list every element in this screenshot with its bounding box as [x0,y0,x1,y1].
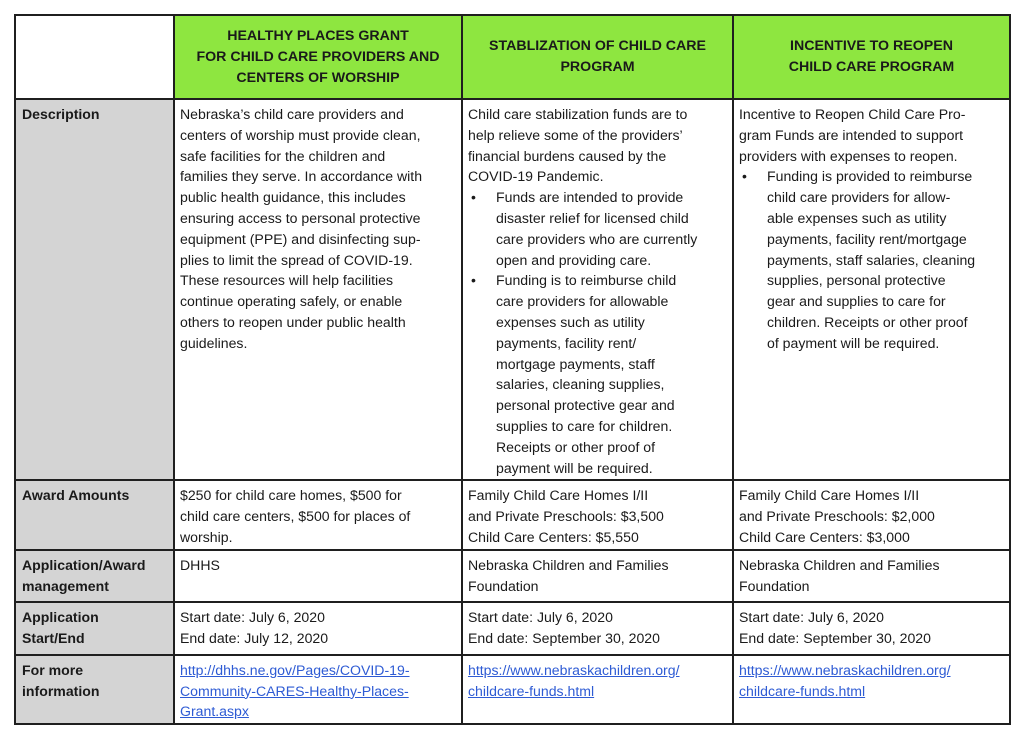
text-line: Start/End [22,629,85,646]
text-line: Grant.aspx [180,703,249,720]
text-line: help relieve some of the providers’ [468,126,683,143]
header-row [15,15,1010,99]
description-row [15,99,1010,480]
text-line: payment will be required. [496,459,653,476]
management-label [15,550,174,602]
text-line: of payment will be required. [767,334,940,351]
text-line: Start date: July 6, 2020 [739,608,884,625]
text-line: CENTERS OF WORSHIP [236,69,400,86]
text-line: Application [22,608,99,625]
text-line: INCENTIVE TO REOPEN [790,38,953,54]
bullet-icon: • [471,189,476,206]
bullet-item [468,187,728,270]
text-line: financial burdens caused by the [468,147,667,164]
text-line: Funds are intended to provide [496,189,684,206]
grant-programs-table [14,14,1011,725]
award-stabilization [462,480,733,549]
text-line: expenses such as utility [496,313,645,330]
description-incentive-bullets [739,166,1005,353]
text-line: End date: July 12, 2020 [180,629,329,646]
text-line: Child Care Centers: $5,550 [468,528,639,545]
more-info-incentive [733,655,1010,724]
text-line: FOR CHILD CARE PROVIDERS AND [196,48,440,65]
award-amounts-row [15,480,1010,549]
bullet-icon: • [471,272,476,289]
text-line: Application/Award [22,556,146,573]
text-line: Nebraska’s child care providers and [180,106,404,122]
text-line: Foundation [468,577,539,594]
text-line: payments, facility rent/ [496,334,637,351]
text-line: child care providers for allow- [767,189,951,206]
text-line: equipment (PPE) and disinfecting sup- [180,230,421,247]
incentive-link[interactable] [739,662,951,699]
text-line: able expenses such as utility [767,209,947,226]
text-line: HEALTHY PLACES GRANT [227,27,409,44]
text-line: salaries, cleaning supplies, [496,376,665,393]
management-healthy-places [174,550,462,602]
text-line: open and providing care. [496,251,652,268]
text-line: childcare-funds.html [739,682,866,699]
text-line: ensuring access to personal protective [180,209,421,226]
text-line: For more [22,661,84,678]
text-line: providers with expenses to reopen. [739,147,958,164]
healthy-places-link[interactable] [180,662,410,720]
text-line: Receipts or other proof of [496,438,656,455]
text-line: supplies to care for children. [496,417,673,434]
text-line: Family Child Care Homes I/II [739,487,920,504]
bullet-item [468,270,728,478]
stabilization-link[interactable] [468,662,680,699]
text-line: others to reopen under public health [180,313,406,330]
more-info-label [15,655,174,724]
text-line: https://www.nebraskachildren.org/ [739,661,951,678]
management-incentive [733,550,1010,602]
text-line: care providers who are currently [496,230,698,247]
text-line: Nebraska Children and Families [468,556,669,573]
award-amounts-label: Award Amounts [15,480,174,549]
dates-label [15,602,174,655]
text-line: End date: September 30, 2020 [739,629,931,646]
text-line: Start date: July 6, 2020 [468,608,613,625]
description-incentive [733,99,1010,480]
text-line: http://dhhs.ne.gov/Pages/COVID-19- [180,661,410,678]
text-line: worship. [180,528,233,545]
text-line: personal protective gear and [496,397,675,414]
description-healthy-places [174,99,462,480]
text-line: and Private Preschools: $2,000 [739,508,935,525]
bullet-item [739,166,1005,353]
text-line: COVID-19 Pandemic. [468,168,604,185]
text-line: End date: September 30, 2020 [468,629,660,646]
text-line: Start date: July 6, 2020 [180,608,325,625]
text-line: payments, facility rent/mortgage [767,230,967,247]
text-line: Foundation [739,577,810,594]
text-line: Incentive to Reopen Child Care Pro- [739,106,966,122]
text-line: Community-CARES-Healthy-Places- [180,682,409,699]
text-line: supplies, personal protective [767,272,946,289]
text-line: families they serve. In accordance with [180,168,423,185]
corner-cell [15,15,174,99]
dates-incentive [733,602,1010,655]
text-line: disaster relief for licensed child [496,209,689,226]
text-line: https://www.nebraskachildren.org/ [468,661,680,678]
text-line: public health guidance, this includes [180,189,406,206]
text-line: centers of worship must provide clean, [180,126,421,143]
text-line: STABLIZATION OF CHILD CARE [489,38,706,54]
text-line: safe facilities for the children and [180,147,386,164]
text-line: child care centers, $500 for places of [180,508,411,525]
description-stabilization-bullets [468,187,728,478]
text-line: plies to limit the spread of COVID-19. [180,251,413,268]
management-row [15,550,1010,602]
description-stabilization-intro [468,104,728,187]
text-line: CHILD CARE PROGRAM [788,59,955,75]
text-line: Funding is provided to reimburse [767,168,973,185]
text-line: Child care stabilization funds are to [468,106,688,122]
text-line: PROGRAM [560,59,635,75]
text-line: Nebraska Children and Families [739,556,940,573]
text-line: and Private Preschools: $3,500 [468,508,664,525]
text-line: childcare-funds.html [468,682,595,699]
text-line: $250 for child care homes, $500 for [180,487,402,504]
more-info-healthy-places [174,655,462,724]
text-line: information [22,682,100,699]
description-stabilization [462,99,733,480]
more-info-row [15,655,1010,724]
dates-healthy-places [174,602,462,655]
header-stabilization-program [462,15,733,99]
management-stabilization [462,550,733,602]
text-line: guidelines. [180,334,248,351]
text-line: children. Receipts or other proof [767,313,968,330]
bullet-icon: • [742,168,747,185]
dates-stabilization [462,602,733,655]
text-line: These resources will help facilities [180,272,394,289]
text-line: payments, staff salaries, cleaning [767,251,976,268]
text-line: Child Care Centers: $3,000 [739,528,910,545]
text-line: management [22,577,109,594]
dates-row [15,602,1010,655]
text-line: Family Child Care Homes I/II [468,487,649,504]
text-line: care providers for allowable [496,293,669,310]
header-incentive-to-reopen [733,15,1010,99]
text-line: gram Funds are intended to support [739,126,964,143]
more-info-stabilization [462,655,733,724]
description-label: Description [15,99,174,480]
text-line: mortgage payments, staff [496,355,655,372]
text-line: gear and supplies to care for [767,293,946,310]
text-line: DHHS [180,556,220,573]
award-healthy-places [174,480,462,549]
header-healthy-places-grant [174,15,462,99]
text-line: continue operating safely, or enable [180,293,403,310]
description-incentive-intro [739,104,1005,166]
text-line: Funding is to reimburse child [496,272,677,289]
award-incentive [733,480,1010,549]
